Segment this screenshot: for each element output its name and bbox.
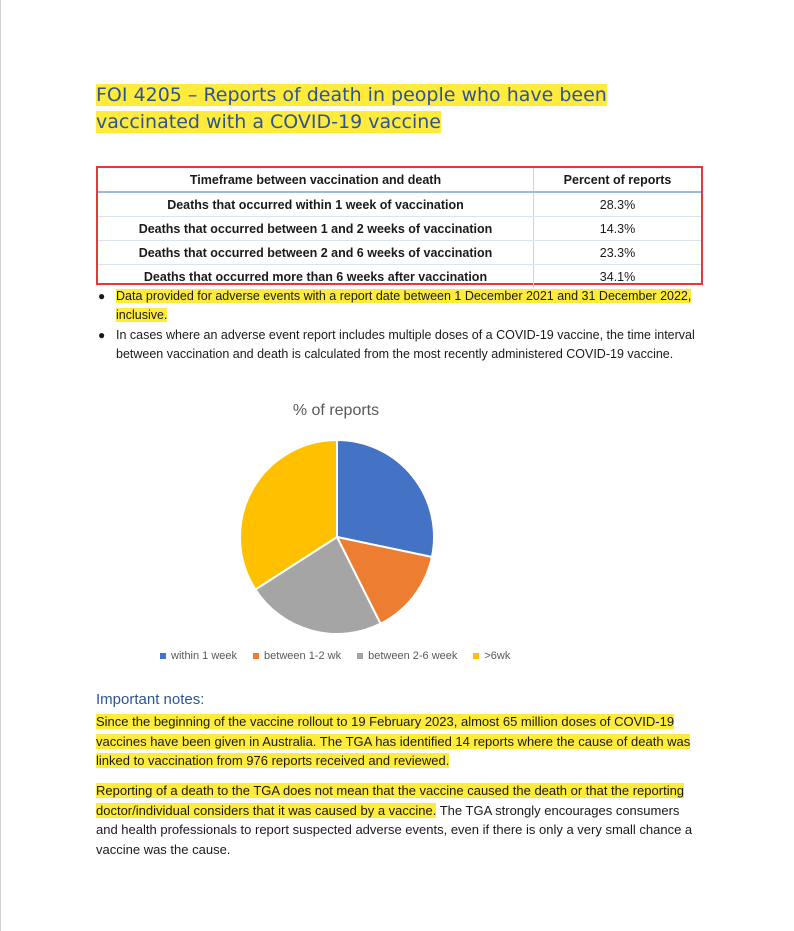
bullet-icon: ● [98, 289, 106, 303]
column-header-percent: Percent of reports [534, 168, 702, 192]
legend-swatch [357, 653, 363, 659]
table-header-row [98, 168, 701, 192]
notes-paragraph-2-highlight: Reporting of a death to the TGA does not mean that the vaccine caused the death or that the reporting doctor/individual considers that it was caused by a vaccine. [96, 783, 685, 818]
legend-label: within 1 week [171, 650, 238, 662]
page-edge [0, 0, 1, 931]
page-title-text: FOI 4205 – Reports of death in people who have been vaccinated with a COVID-19 vaccine [96, 84, 607, 133]
row-label: Deaths that occurred between 2 and 6 weeks of vaccination [98, 241, 534, 265]
legend-label: between 2-6 week [368, 650, 458, 662]
legend-item [473, 650, 510, 662]
legend-swatch [253, 653, 259, 659]
row-value: 14.3% [534, 217, 702, 241]
chart-legend [160, 650, 540, 662]
legend-item [253, 650, 341, 662]
legend-swatch [160, 653, 166, 659]
row-value: 34.1% [599, 269, 636, 284]
column-header-timeframe: Timeframe between vaccination and death [98, 168, 534, 192]
notes-paragraph-1-text: Since the beginning of the vaccine rollout to 19 February 2023, almost 65 million doses of COVID-19 vaccines have been given in Australia. The TGA has identified 14 reports where the cause of death was linked to vaccination from 976 reports received and reviewed. [96, 714, 691, 768]
legend-swatch [473, 653, 479, 659]
legend-label: between 1-2 wk [264, 650, 342, 662]
notes-bullet-list [96, 287, 696, 365]
chart-title: % of reports [292, 402, 380, 419]
notes-paragraph-2-rest: The TGA strongly encourages consumers and health professionals to report suspected adverse events, even if there is only a very small chance a vaccine was the cause. [96, 802, 693, 857]
list-item [96, 287, 696, 324]
notes-paragraph-1 [96, 712, 700, 771]
table-row [98, 241, 701, 265]
table-row [98, 192, 701, 217]
legend-item [357, 650, 457, 662]
pie-chart [230, 430, 444, 644]
table-row [98, 265, 701, 289]
row-value: 23.3% [534, 241, 702, 265]
results-table-container [96, 166, 703, 285]
results-table [98, 168, 701, 288]
row-label: Deaths that occurred more than 6 weeks after vaccination [98, 265, 534, 289]
page-title [96, 82, 716, 136]
bullet-text: In cases where an adverse event report includes multiple doses of a COVID-19 vaccine, the time interval between vaccination and death is calculated from the most recently administered COVID-19 vaccine. [116, 328, 695, 361]
legend-label: >6wk [484, 650, 511, 662]
row-label: Deaths that occurred between 1 and 2 weeks of vaccination [98, 217, 534, 241]
bullet-icon: ● [98, 328, 106, 342]
table-row [98, 217, 701, 241]
notes-heading: Important notes: [96, 691, 205, 708]
row-label: Deaths that occurred within 1 week of vaccination [98, 192, 534, 217]
legend-item [160, 650, 237, 662]
row-value: 28.3% [534, 192, 702, 217]
notes-paragraph-2 [96, 781, 700, 859]
list-item [96, 326, 696, 363]
bullet-text: Data provided for adverse events with a report date between 1 December 2021 and 31 December 2022, inclusive. [116, 289, 692, 322]
